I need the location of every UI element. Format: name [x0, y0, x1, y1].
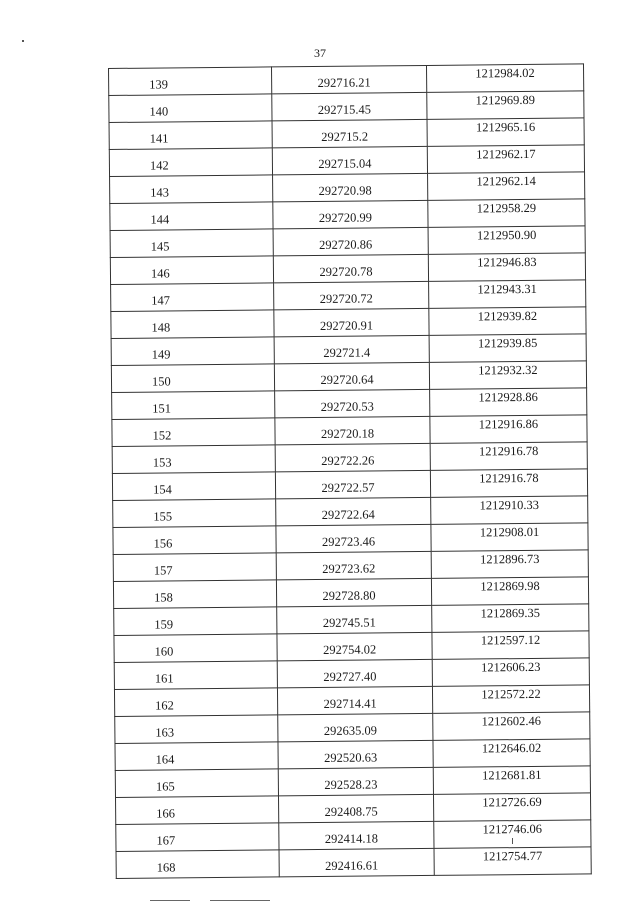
point-number-cell: 168	[116, 850, 279, 879]
x-coordinate-cell: 292721.4	[274, 335, 429, 363]
point-number-cell: 167	[116, 823, 279, 852]
x-coordinate-cell: 292720.98	[273, 173, 428, 201]
point-number-cell: 140	[109, 94, 272, 123]
y-coordinate-cell: 1212943.31	[429, 280, 586, 309]
y-coordinate-cell: 1212754.77	[434, 847, 591, 876]
y-coordinate-cell: 1212939.82	[429, 307, 586, 336]
point-number-cell: 159	[114, 607, 277, 636]
y-coordinate-cell: 1212916.86	[430, 415, 587, 444]
x-coordinate-cell: 292720.18	[275, 416, 430, 444]
y-coordinate-cell: 1212916.78	[430, 469, 587, 498]
x-coordinate-cell: 292635.09	[278, 713, 433, 741]
x-coordinate-cell: 292408.75	[278, 794, 433, 822]
y-coordinate-cell: 1212572.22	[432, 685, 589, 714]
point-number-cell: 150	[111, 364, 274, 393]
x-coordinate-cell: 292720.99	[273, 200, 428, 228]
scan-edge-mark	[150, 900, 190, 901]
scan-edge-mark	[210, 900, 270, 901]
point-number-cell: 164	[115, 742, 278, 771]
y-coordinate-cell: 1212602.46	[433, 712, 590, 741]
y-coordinate-cell: 1212950.90	[428, 226, 585, 255]
point-number-cell: 144	[110, 202, 273, 231]
x-coordinate-cell: 292722.64	[276, 497, 431, 525]
point-number-cell: 146	[110, 256, 273, 285]
x-coordinate-cell: 292715.2	[272, 119, 427, 147]
scan-speck	[22, 40, 24, 42]
x-coordinate-cell: 292414.18	[279, 821, 434, 849]
y-coordinate-cell: 1212896.73	[431, 550, 588, 579]
y-coordinate-cell: 1212746.06	[434, 820, 591, 849]
point-number-cell: 161	[114, 661, 277, 690]
y-coordinate-cell: 1212984.02	[426, 64, 583, 93]
y-coordinate-cell: 1212965.16	[427, 118, 584, 147]
y-coordinate-cell: 1212869.98	[431, 577, 588, 606]
point-number-cell: 152	[112, 418, 275, 447]
y-coordinate-cell: 1212869.35	[432, 604, 589, 633]
y-coordinate-cell: 1212597.12	[432, 631, 589, 660]
x-coordinate-cell: 292720.91	[274, 308, 429, 336]
coordinate-table-body	[109, 64, 592, 879]
x-coordinate-cell: 292722.26	[275, 443, 430, 471]
x-coordinate-cell: 292715.45	[272, 92, 427, 120]
x-coordinate-cell: 292720.78	[273, 254, 428, 282]
point-number-cell: 143	[110, 175, 273, 204]
x-coordinate-cell: 292728.80	[276, 578, 431, 606]
x-coordinate-cell: 292720.72	[274, 281, 429, 309]
point-number-cell: 158	[113, 580, 276, 609]
point-number-cell: 153	[112, 445, 275, 474]
point-number-cell: 147	[111, 283, 274, 312]
point-number-cell: 155	[113, 499, 276, 528]
y-coordinate-cell: 1212681.81	[433, 766, 590, 795]
y-coordinate-cell: 1212726.69	[433, 793, 590, 822]
y-coordinate-cell: 1212916.78	[430, 442, 587, 471]
point-number-cell: 148	[111, 310, 274, 339]
y-coordinate-cell: 1212932.32	[429, 361, 586, 390]
y-coordinate-cell: 1212969.89	[427, 91, 584, 120]
y-coordinate-cell: 1212910.33	[431, 496, 588, 525]
point-number-cell: 165	[115, 769, 278, 798]
point-number-cell: 154	[112, 472, 275, 501]
x-coordinate-cell: 292714.41	[277, 686, 432, 714]
y-coordinate-cell: 1212928.86	[430, 388, 587, 417]
point-number-cell: 149	[111, 337, 274, 366]
x-coordinate-cell: 292528.23	[278, 767, 433, 795]
x-coordinate-cell: 292754.02	[277, 632, 432, 660]
point-number-cell: 157	[113, 553, 276, 582]
point-number-cell: 162	[114, 688, 277, 717]
x-coordinate-cell: 292722.57	[275, 470, 430, 498]
scan-speck	[512, 838, 513, 844]
x-coordinate-cell: 292720.53	[275, 389, 430, 417]
y-coordinate-cell: 1212908.01	[431, 523, 588, 552]
point-number-cell: 160	[114, 634, 277, 663]
y-coordinate-cell: 1212946.83	[428, 253, 585, 282]
y-coordinate-cell: 1212958.29	[428, 199, 585, 228]
y-coordinate-cell: 1212646.02	[433, 739, 590, 768]
point-number-cell: 141	[109, 121, 272, 150]
x-coordinate-cell: 292720.86	[273, 227, 428, 255]
x-coordinate-cell: 292723.62	[276, 551, 431, 579]
x-coordinate-cell: 292416.61	[279, 848, 434, 876]
point-number-cell: 151	[112, 391, 275, 420]
point-number-cell: 163	[115, 715, 278, 744]
table-row	[116, 847, 591, 879]
page-number: 37	[314, 46, 326, 60]
point-number-cell: 142	[109, 148, 272, 177]
x-coordinate-cell: 292520.63	[278, 740, 433, 768]
x-coordinate-cell: 292723.46	[276, 524, 431, 552]
y-coordinate-cell: 1212606.23	[432, 658, 589, 687]
point-number-cell: 139	[109, 67, 272, 96]
x-coordinate-cell: 292715.04	[272, 146, 427, 174]
x-coordinate-cell: 292716.21	[271, 65, 426, 93]
y-coordinate-cell: 1212939.85	[429, 334, 586, 363]
y-coordinate-cell: 1212962.14	[428, 172, 585, 201]
point-number-cell: 145	[110, 229, 273, 258]
x-coordinate-cell: 292745.51	[277, 605, 432, 633]
y-coordinate-cell: 1212962.17	[427, 145, 584, 174]
coordinate-table	[108, 63, 592, 879]
x-coordinate-cell: 292720.64	[274, 362, 429, 390]
point-number-cell: 166	[116, 796, 279, 825]
coordinate-table-wrapper	[108, 64, 560, 879]
x-coordinate-cell: 292727.40	[277, 659, 432, 687]
point-number-cell: 156	[113, 526, 276, 555]
